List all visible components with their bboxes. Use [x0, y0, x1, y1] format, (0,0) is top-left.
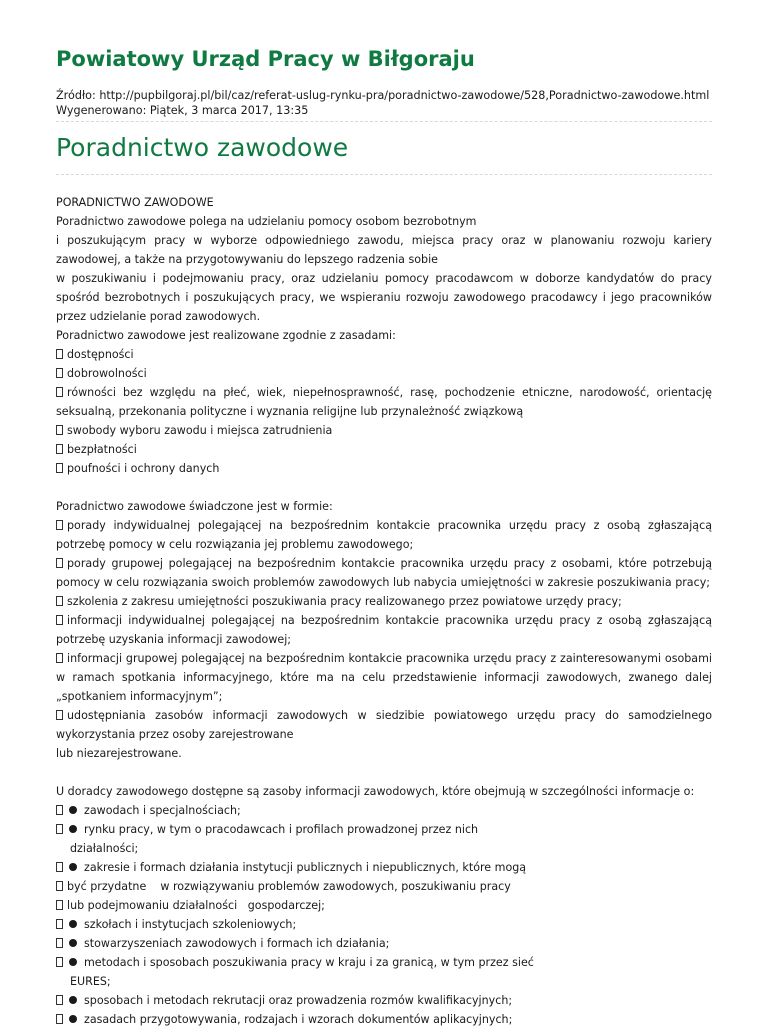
list-item: udostępniania zasobów informacji zawodowych w siedzibie powiatowego urzędu pracy do samodzielnego wykorzystania przez osoby zarejestrowane — [56, 709, 712, 741]
list-item: stowarzyszeniach zawodowych i formach ich działania; — [56, 934, 712, 953]
checkbox-glyph-icon — [56, 862, 63, 872]
list-item: rynku pracy, w tym o pracodawcach i profilach prowadzonej przez nich — [56, 820, 712, 839]
article-body — [56, 193, 712, 1029]
checkbox-glyph-icon — [56, 957, 63, 967]
checkbox-glyph-icon — [56, 900, 63, 910]
checkbox-glyph-icon — [56, 710, 63, 720]
section-heading: PORADNICTWO ZAWODOWE — [56, 196, 214, 209]
paragraph: i poszukującym pracy w wyborze odpowiedniego zawodu, miejsca pracy oraz w planowaniu rozwoju kariery zawodowej, a także na przygotowywaniu do lepszego radzenia sobie — [56, 234, 712, 266]
bullet-icon — [69, 806, 77, 814]
checkbox-glyph-icon — [56, 881, 63, 891]
list-item: porady indywidualnej polegającej na bezpośrednim kontakcie pracownika urzędu pracy z osobą zgłaszającą potrzebę pomocy w celu rozwiązania jej problemu zawodowego; — [56, 519, 712, 551]
article-title: Poradnictwo zawodowe — [56, 133, 349, 162]
site-title: Powiatowy Urząd Pracy w Biłgoraju — [56, 47, 475, 71]
list-item: metodach i sposobach poszukiwania pracy w kraju i za granicą, w tym przez sieć — [56, 953, 712, 972]
checkbox-glyph-icon — [56, 938, 63, 948]
list-item: poufności i ochrony danych — [56, 459, 712, 478]
checkbox-glyph-icon — [56, 368, 63, 378]
list-item: zakresie i formach działania instytucji publicznych i niepublicznych, które mogą — [56, 858, 712, 877]
checkbox-glyph-icon — [56, 995, 63, 1005]
paragraph: U doradcy zawodowego dostępne są zasoby informacji zawodowych, które obejmują w szczególności informacje o: — [56, 785, 695, 798]
list-item: dobrowolności — [56, 364, 712, 383]
source-line: Źródło: http://pupbilgoraj.pl/bil/caz/referat-uslug-rynku-pra/poradnictwo-zawodowe/528,Poradnictwo-zawodowe.html — [56, 89, 710, 102]
checkbox-glyph-icon — [56, 425, 63, 435]
bullet-icon — [69, 996, 77, 1004]
checkbox-glyph-icon — [56, 824, 63, 834]
paragraph: Poradnictwo zawodowe jest realizowane zgodnie z zasadami: — [56, 329, 396, 342]
checkbox-glyph-icon — [56, 463, 63, 473]
checkbox-glyph-icon — [56, 444, 63, 454]
bullet-icon — [69, 1015, 77, 1023]
paragraph: Poradnictwo zawodowe polega na udzielaniu pomocy osobom bezrobotnym — [56, 215, 477, 228]
checkbox-glyph-icon — [56, 558, 63, 568]
checkbox-glyph-icon — [56, 653, 63, 663]
list-item: bezpłatności — [56, 440, 712, 459]
paragraph: Poradnictwo zawodowe świadczone jest w formie: — [56, 500, 333, 513]
list-item: zasadach przygotowywania, rodzajach i wzorach dokumentów aplikacyjnych; — [56, 1010, 712, 1029]
list-item: równości bez względu na płeć, wiek, niepełnosprawność, rasę, pochodzenie etniczne, narodowość, orientację seksualną, przekonania polityczne i wyznania religijne lub przynależność związkową — [56, 386, 712, 418]
list-item: szkolenia z zakresu umiejętności poszukiwania pracy realizowanego przez powiatowe urzędy pracy; — [56, 592, 712, 611]
list-item-continuation: być przydatne w rozwiązywaniu problemów zawodowych, poszukiwaniu pracy — [56, 877, 712, 896]
paragraph: w poszukiwaniu i podejmowaniu pracy, oraz udzielaniu pomocy pracodawcom w doborze kandydatów do pracy spośród bezrobotnych i poszukujących pracy, we wspieraniu rozwoju zawodowego pracodawcy i jego pracowników przez udzielanie porad zawodowych. — [56, 272, 712, 323]
bullet-icon — [69, 920, 77, 928]
list-item: swobody wyboru zawodu i miejsca zatrudnienia — [56, 421, 712, 440]
checkbox-glyph-icon — [56, 520, 63, 530]
divider — [56, 174, 712, 175]
list-item-continuation: EURES; — [70, 975, 111, 988]
checkbox-glyph-icon — [56, 1014, 63, 1024]
list-item: zawodach i specjalnościach; — [56, 801, 712, 820]
list-item-continuation: działalności; — [70, 842, 139, 855]
list-item: dostępności — [56, 345, 712, 364]
bullet-icon — [69, 863, 77, 871]
list-item: sposobach i metodach rekrutacji oraz prowadzenia rozmów kwalifikacyjnych; — [56, 991, 712, 1010]
meta-info — [56, 88, 712, 118]
checkbox-glyph-icon — [56, 349, 63, 359]
list-item-continuation: lub podejmowaniu działalności gospodarczej; — [56, 896, 712, 915]
bullet-icon — [69, 939, 77, 947]
checkbox-glyph-icon — [56, 596, 63, 606]
list-item: informacji grupowej polegającej na bezpośrednim kontakcie pracownika urzędu pracy z zainteresowanymi osobami w ramach spotkania informacyjnego, które ma na celu przedstawienie informacji zawodowych, zwanego dalej „spotkaniem informacyjnym”; — [56, 652, 712, 703]
list-item: porady grupowej polegającej na bezpośrednim kontakcie pracownika urzędu pracy z osobami, które potrzebują pomocy w celu rozwiązania swoich problemów zawodowych lub nabycia umiejętności w zakresie poszukiwania pracy; — [56, 557, 712, 589]
checkbox-glyph-icon — [56, 805, 63, 815]
divider — [56, 121, 712, 122]
checkbox-glyph-icon — [56, 919, 63, 929]
generated-line: Wygenerowano: Piątek, 3 marca 2017, 13:35 — [56, 104, 309, 117]
bullet-icon — [69, 825, 77, 833]
list-item: szkołach i instytucjach szkoleniowych; — [56, 915, 712, 934]
bullet-icon — [69, 958, 77, 966]
paragraph: lub niezarejestrowane. — [56, 747, 182, 760]
checkbox-glyph-icon — [56, 615, 63, 625]
checkbox-glyph-icon — [56, 387, 63, 397]
list-item: informacji indywidualnej polegającej na bezpośrednim kontakcie pracownika urzędu pracy z osobą zgłaszającą potrzebę uzyskania informacji zawodowej; — [56, 614, 712, 646]
